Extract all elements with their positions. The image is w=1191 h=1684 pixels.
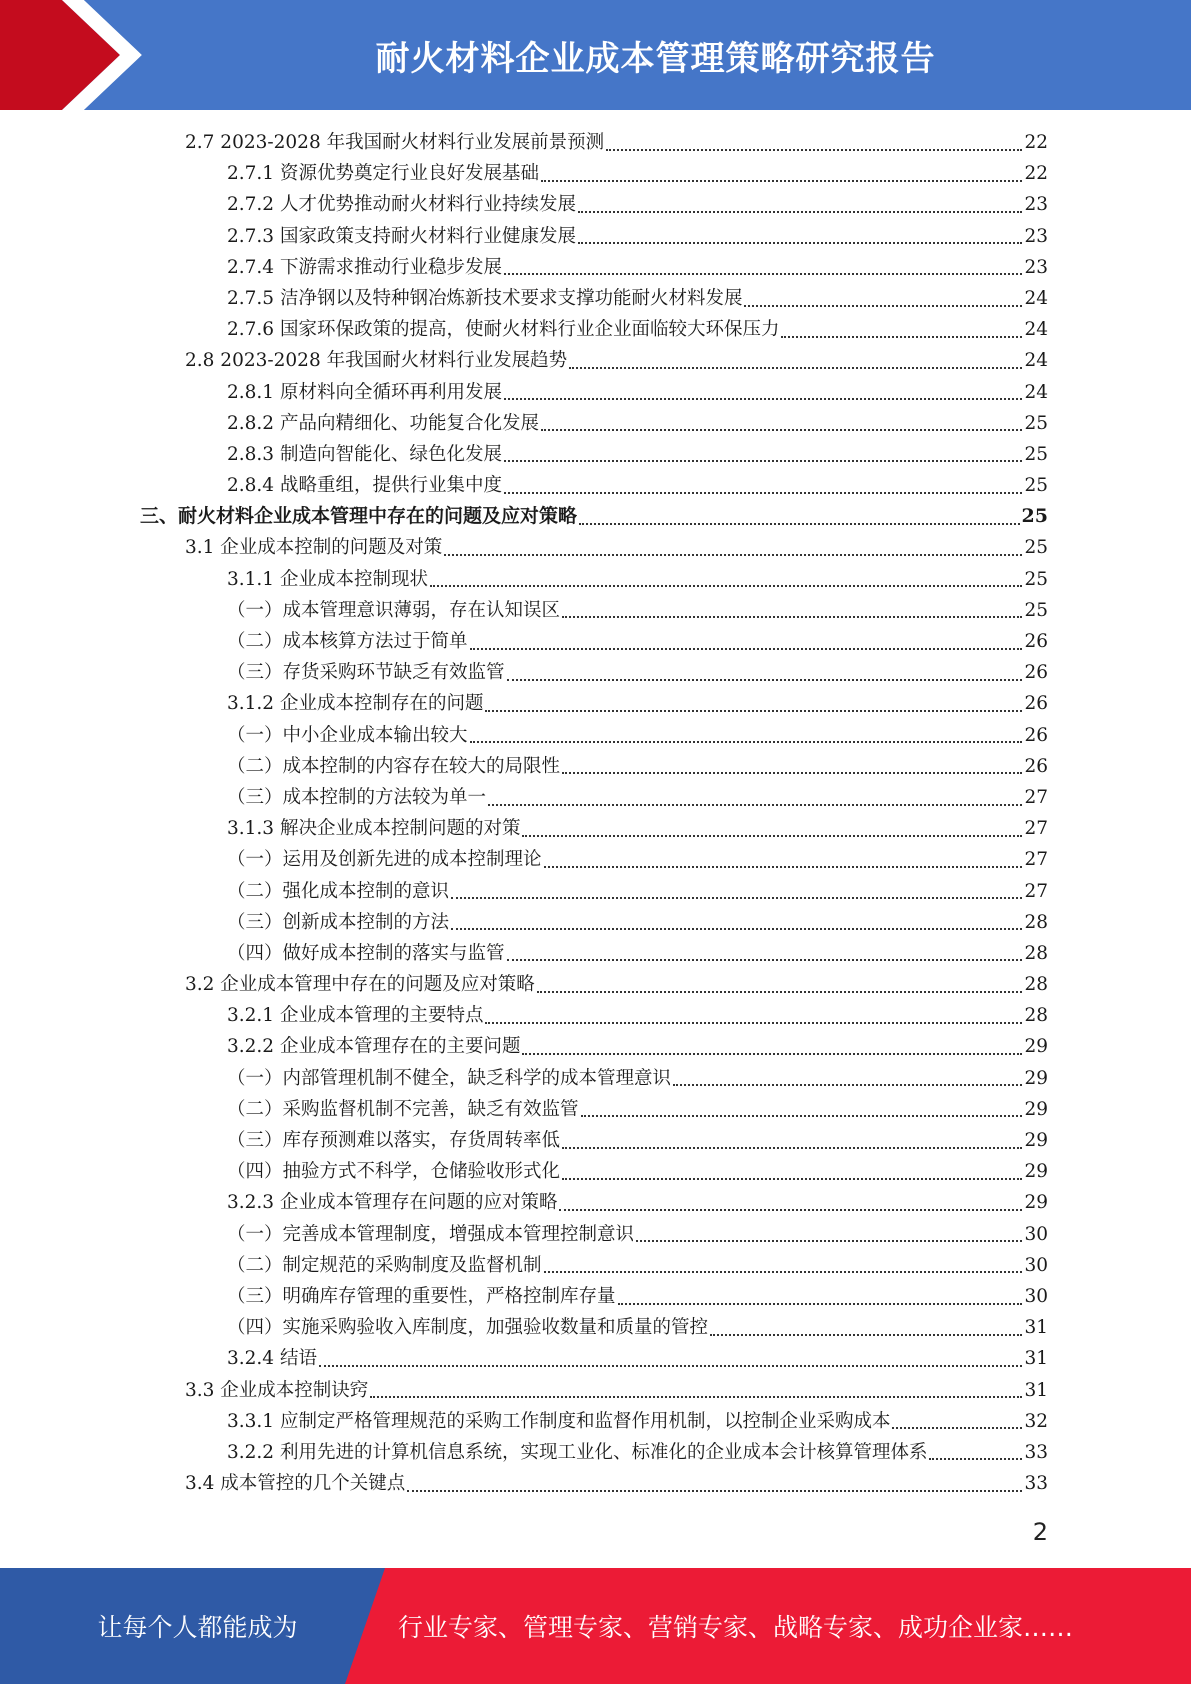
toc-leader-dots <box>578 211 1022 213</box>
toc-entry-title: 三、耐火材料企业成本管理中存在的问题及应对策略 <box>140 505 578 528</box>
toc-entry-page: 28 <box>1024 1005 1048 1027</box>
toc-entry-title: （一）运用及创新先进的成本控制理论 <box>227 849 542 871</box>
toc-entry[interactable] <box>140 221 1048 252</box>
toc-entry-page: 22 <box>1024 163 1048 185</box>
toc-entry-page: 27 <box>1024 880 1048 902</box>
toc-leader-dots <box>488 804 1022 806</box>
toc-entry-page: 29 <box>1024 1130 1048 1151</box>
toc-entry-title: （一）内部管理机制不健全，缺乏科学的成本管理意识 <box>227 1067 672 1089</box>
toc-entry-page: 31 <box>1024 1379 1048 1401</box>
toc-entry-page: 27 <box>1024 786 1048 808</box>
toc-entry-title: （三）明确库存管理的重要性，严格控制库存量 <box>227 1285 616 1307</box>
toc-leader-dots <box>606 149 1022 151</box>
footer-banner <box>0 1568 1191 1684</box>
toc-entry-page: 30 <box>1024 1223 1048 1245</box>
toc-entry-title: （一）成本管理意识薄弱，存在认知误区 <box>227 599 561 621</box>
toc-entry-title: 2.8.1 原材料向全循环再利用发展 <box>227 381 502 403</box>
toc-entry[interactable] <box>140 345 1048 376</box>
toc-leader-dots <box>430 585 1022 587</box>
toc-leader-dots <box>541 429 1022 431</box>
toc-entry-title: （二）采购监督机制不完善，缺乏有效监管 <box>227 1098 579 1120</box>
toc-entry-page: 25 <box>1024 537 1048 559</box>
toc-entry-title: 3.2.4 结语 <box>227 1348 317 1370</box>
toc-entry-title: （四）做好成本控制的落实与监管 <box>227 942 505 964</box>
toc-entry-title: 3.1.3 解决企业成本控制问题的对策 <box>227 818 521 840</box>
toc-entry-title: （一）中小企业成本输出较大 <box>227 724 468 746</box>
toc-entry[interactable] <box>140 969 1048 1000</box>
toc-leader-dots <box>618 1303 1023 1305</box>
toc-entry-title: 2.8 2023-2028 年我国耐火材料行业发展趋势 <box>185 350 568 372</box>
toc-leader-dots <box>781 336 1022 338</box>
toc-entry-page: 29 <box>1024 1067 1048 1089</box>
toc-entry-title: 2.7.5 洁净钢以及特种钢冶炼新技术要求支撑功能耐火材料发展 <box>227 287 743 309</box>
toc-entry[interactable] <box>140 501 1048 532</box>
toc-entry-title: 3.4 成本管控的几个关键点 <box>185 1473 406 1495</box>
toc-leader-dots <box>451 897 1022 899</box>
toc-leader-dots <box>522 835 1022 837</box>
toc-entry-title: 2.7 2023-2028 年我国耐火材料行业发展前景预测 <box>185 132 605 153</box>
toc-entry[interactable] <box>140 408 1048 439</box>
toc-entry-page: 31 <box>1024 1348 1048 1370</box>
toc-entry[interactable] <box>140 127 1048 158</box>
toc-leader-dots <box>892 1427 1022 1429</box>
toc-entry-title: 3.1 企业成本控制的问题及对策 <box>185 537 443 559</box>
toc-entry-title: （四）实施采购验收入库制度，加强验收数量和质量的管控 <box>227 1317 709 1339</box>
toc-entry-title: 2.7.3 国家政策支持耐火材料行业健康发展 <box>227 225 576 247</box>
toc-entry-page: 22 <box>1024 132 1048 153</box>
toc-leader-dots <box>544 1271 1023 1273</box>
toc-entry-page: 26 <box>1024 631 1048 652</box>
toc-entry-page: 30 <box>1024 1285 1048 1307</box>
toc-leader-dots <box>636 1240 1022 1242</box>
toc-entry-title: （二）制定规范的采购制度及监督机制 <box>227 1254 542 1276</box>
toc-entry-title: 2.7.2 人才优势推动耐火材料行业持续发展 <box>227 194 576 216</box>
toc-entry-title: 3.2 企业成本管理中存在的问题及应对策略 <box>185 974 535 996</box>
toc-entry[interactable] <box>140 626 1048 657</box>
toc-entry-page: 24 <box>1024 287 1048 309</box>
toc-entry-title: （三）成本控制的方法较为单一 <box>227 786 487 808</box>
toc-entry-page: 29 <box>1024 1036 1048 1058</box>
toc-entry-title: 3.1.2 企业成本控制存在的问题 <box>227 693 484 715</box>
toc-entry-title: 2.8.4 战略重组，提供行业集中度 <box>227 475 502 497</box>
toc-leader-dots <box>504 492 1022 494</box>
toc-leader-dots <box>507 679 1023 681</box>
toc-entry[interactable] <box>140 1187 1048 1218</box>
toc-entry-title: 3.3 企业成本控制诀窍 <box>185 1379 369 1401</box>
page-number: 2 <box>1032 1518 1048 1546</box>
toc-entry-title: 3.2.1 企业成本管理的主要特点 <box>227 1005 484 1027</box>
toc-entry[interactable] <box>140 813 1048 844</box>
toc-entry-page: 31 <box>1024 1317 1048 1339</box>
toc-entry-page: 25 <box>1021 505 1048 528</box>
toc-entry[interactable] <box>140 377 1048 408</box>
toc-entry[interactable] <box>140 470 1048 501</box>
toc-leader-dots <box>710 1334 1022 1336</box>
toc-entry[interactable] <box>140 1406 1048 1437</box>
toc-leader-dots <box>370 1396 1022 1398</box>
toc-entry-title: 3.2.3 企业成本管理存在问题的应对策略 <box>227 1192 558 1214</box>
toc-entry-page: 26 <box>1024 693 1048 715</box>
toc-entry-page: 27 <box>1024 818 1048 840</box>
toc-entry-title: 2.8.2 产品向精细化、功能复合化发展 <box>227 412 539 434</box>
toc-entry-title: （二）强化成本控制的意识 <box>227 880 450 902</box>
toc-entry-page: 25 <box>1024 568 1048 590</box>
toc-entry-page: 25 <box>1024 412 1048 434</box>
toc-entry[interactable] <box>140 1343 1048 1374</box>
toc-entry-page: 28 <box>1024 942 1048 964</box>
toc-entry[interactable] <box>140 782 1048 813</box>
toc-entry[interactable] <box>140 1375 1048 1406</box>
toc-entry-page: 24 <box>1024 319 1048 341</box>
toc-entry[interactable] <box>140 564 1048 595</box>
toc-leader-dots <box>504 273 1022 275</box>
toc-entry-page: 30 <box>1024 1254 1048 1276</box>
toc-leader-dots <box>470 648 1023 650</box>
toc-entry[interactable] <box>140 1219 1048 1250</box>
toc-entry[interactable] <box>140 1000 1048 1031</box>
toc-entry[interactable] <box>140 1468 1048 1499</box>
toc-entry-title: 2.7.6 国家环保政策的提高，使耐火材料行业企业面临较大环保压力 <box>227 319 780 341</box>
toc-entry-page: 28 <box>1024 974 1048 996</box>
toc-leader-dots <box>562 1147 1022 1149</box>
toc-entry[interactable] <box>140 189 1048 220</box>
toc-leader-dots <box>504 460 1022 462</box>
toc-entry[interactable] <box>140 1094 1048 1125</box>
toc-entry-title: （三）存货采购环节缺乏有效监管 <box>227 662 505 684</box>
toc-entry[interactable] <box>140 283 1048 314</box>
toc-leader-dots <box>569 367 1022 369</box>
toc-entry[interactable] <box>140 1312 1048 1343</box>
toc-entry-title: 2.7.4 下游需求推动行业稳步发展 <box>227 256 502 278</box>
toc-entry-page: 24 <box>1024 350 1048 372</box>
toc-entry[interactable] <box>140 439 1048 470</box>
toc-leader-dots <box>559 1209 1022 1211</box>
document-title: 耐火材料企业成本管理策略研究报告 <box>375 38 936 79</box>
toc-leader-dots <box>581 1115 1023 1117</box>
toc-entry[interactable] <box>140 938 1048 969</box>
toc-entry[interactable] <box>140 1250 1048 1281</box>
toc-entry-title: （三）创新成本控制的方法 <box>227 911 450 933</box>
table-of-contents <box>140 127 1048 1499</box>
toc-leader-dots <box>744 305 1022 307</box>
toc-entry-title: 3.3.1 应制定严格管理规范的采购工作制度和监督作用机制，以控制企业采购成本 <box>227 1410 891 1432</box>
toc-leader-dots <box>444 554 1022 556</box>
toc-entry-page: 32 <box>1024 1410 1048 1432</box>
toc-leader-dots <box>562 772 1022 774</box>
toc-entry-page: 26 <box>1024 755 1048 777</box>
toc-entry[interactable] <box>140 1156 1048 1187</box>
toc-entry-page: 26 <box>1024 724 1048 746</box>
toc-leader-dots <box>579 523 1020 525</box>
toc-entry[interactable] <box>140 657 1048 688</box>
toc-entry[interactable] <box>140 158 1048 189</box>
toc-leader-dots <box>507 959 1023 961</box>
toc-entry[interactable] <box>140 1125 1048 1156</box>
toc-entry-page: 25 <box>1024 599 1048 621</box>
toc-entry[interactable] <box>140 1281 1048 1312</box>
footer-slogan-right: 行业专家、管理专家、营销专家、战略专家、成功企业家…… <box>398 1613 1074 1642</box>
toc-entry-page: 23 <box>1024 225 1048 247</box>
toc-entry[interactable] <box>140 532 1048 563</box>
toc-entry[interactable] <box>140 595 1048 626</box>
toc-entry-page: 28 <box>1024 911 1048 933</box>
toc-entry[interactable] <box>140 314 1048 345</box>
toc-entry-page: 25 <box>1024 475 1048 497</box>
toc-entry[interactable] <box>140 876 1048 907</box>
header-banner <box>0 0 1191 110</box>
toc-entry-page: 26 <box>1024 662 1048 684</box>
toc-leader-dots <box>562 1178 1022 1180</box>
toc-leader-dots <box>537 991 1023 993</box>
toc-entry-page: 29 <box>1024 1098 1048 1120</box>
toc-entry-page: 29 <box>1024 1192 1048 1214</box>
toc-entry-title: （一）完善成本管理制度，增强成本管理控制意识 <box>227 1223 635 1245</box>
toc-entry-page: 29 <box>1024 1161 1048 1183</box>
toc-entry-title: （二）成本核算方法过于简单 <box>227 631 468 652</box>
toc-leader-dots <box>319 1365 1023 1367</box>
toc-entry-title: （四）抽验方式不科学，仓储验收形式化 <box>227 1161 561 1183</box>
toc-entry-title: （二）成本控制的内容存在较大的局限性 <box>227 755 561 777</box>
toc-leader-dots <box>673 1084 1022 1086</box>
toc-leader-dots <box>562 616 1022 618</box>
toc-entry-page: 33 <box>1024 1473 1048 1495</box>
toc-leader-dots <box>407 1490 1022 1492</box>
footer-slogan-left: 让每个人都能成为 <box>97 1613 298 1642</box>
toc-entry[interactable] <box>140 907 1048 938</box>
toc-entry-title: 2.8.3 制造向智能化、绿色化发展 <box>227 443 502 465</box>
toc-entry[interactable] <box>140 720 1048 751</box>
toc-entry-page: 23 <box>1024 256 1048 278</box>
toc-entry[interactable] <box>140 1063 1048 1094</box>
toc-entry-title: 3.2.2 利用先进的计算机信息系统，实现工业化、标准化的企业成本会计核算管理体系 <box>227 1441 928 1463</box>
toc-leader-dots <box>541 180 1022 182</box>
toc-entry[interactable] <box>140 688 1048 719</box>
chevron-arrow-icon <box>0 0 150 110</box>
toc-leader-dots <box>929 1458 1022 1460</box>
toc-entry-title: （三）库存预测难以落实，存货周转率低 <box>227 1130 561 1151</box>
toc-leader-dots <box>451 928 1022 930</box>
toc-entry[interactable] <box>140 252 1048 283</box>
toc-entry[interactable] <box>140 751 1048 782</box>
toc-leader-dots <box>544 866 1023 868</box>
toc-leader-dots <box>578 242 1022 244</box>
toc-leader-dots <box>470 741 1023 743</box>
toc-entry[interactable] <box>140 1031 1048 1062</box>
toc-leader-dots <box>522 1053 1022 1055</box>
toc-entry-page: 33 <box>1024 1441 1048 1463</box>
toc-entry-title: 3.2.2 企业成本管理存在的主要问题 <box>227 1036 521 1058</box>
toc-entry-page: 23 <box>1024 194 1048 216</box>
toc-leader-dots <box>504 398 1022 400</box>
toc-entry-page: 24 <box>1024 381 1048 403</box>
toc-entry-page: 27 <box>1024 849 1048 871</box>
toc-entry-title: 3.1.1 企业成本控制现状 <box>227 568 428 590</box>
toc-leader-dots <box>485 1022 1022 1024</box>
toc-entry-title: 2.7.1 资源优势奠定行业良好发展基础 <box>227 163 539 185</box>
toc-entry[interactable] <box>140 1437 1048 1468</box>
toc-leader-dots <box>485 710 1022 712</box>
toc-entry[interactable] <box>140 844 1048 875</box>
toc-entry-page: 25 <box>1024 443 1048 465</box>
